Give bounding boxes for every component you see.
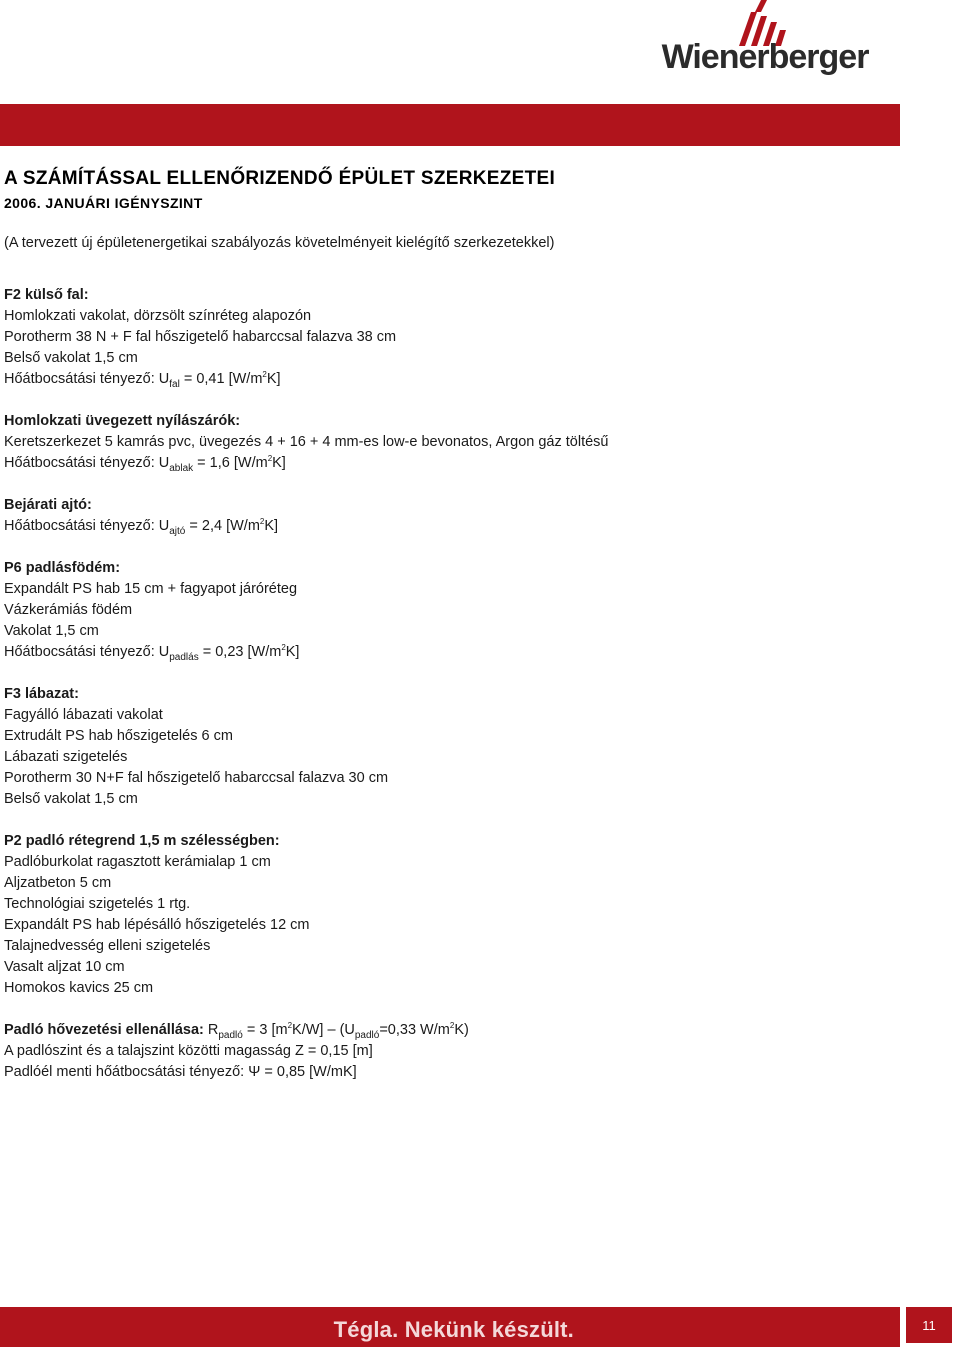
section-heading: P6 padlásfödém:: [4, 560, 121, 576]
floor-height-line: A padlószint és a talajszint közötti magasság Z = 0,15 [m]: [4, 1043, 373, 1059]
section-f3-plinth: [4, 684, 944, 810]
page-title: A SZÁMÍTÁSSAL ELLENŐRIZENDŐ ÉPÜLET SZERKEZETEI: [4, 168, 556, 189]
u-value-line: Hőátbocsátási tényező: $U_{ablak} = 1,6$ $[W/m^2K]$: [4, 454, 286, 474]
list-item: Homlokzati vakolat, dörzsölt színréteg alapozón: [4, 308, 312, 324]
list-item: Porotherm 38 N + F fal hőszigetelő habarccsal falazva 38 cm: [4, 329, 397, 345]
list-item: Vázkerámiás födém: [4, 602, 133, 618]
section-heading: P2 padló rétegrend 1,5 m szélességben:: [4, 833, 280, 849]
wienerberger-logo: [645, 0, 885, 86]
page-number: 11: [906, 1307, 952, 1343]
list-item: Expandált PS hab 15 cm + fagyapot járóréteg: [4, 581, 298, 597]
list-item: Belső vakolat 1,5 cm: [4, 791, 138, 807]
list-item: Homokos kavics 25 cm: [4, 980, 154, 996]
section-p6-attic-floor: [4, 558, 944, 663]
u-value-line: Hőátbocsátási tényező: $U_{ajtó} = 2,4$ $[W/m^2K]$: [4, 517, 279, 537]
intro-text: (A tervezett új épületenergetikai szabályozás követelményeit kielégítő szerkezetekkel): [4, 235, 555, 251]
list-item: Fagyálló lábazati vakolat: [4, 707, 163, 723]
list-item: Vakolat 1,5 cm: [4, 623, 99, 639]
footer-slogan: Tégla. Nekünk készült.: [333, 1317, 574, 1342]
header-red-band: [0, 104, 900, 146]
floor-edge-psi-line: Padlóél menti hőátbocsátási tényező: Ψ = 0,85 [W/mK]: [4, 1064, 357, 1080]
list-item: Expandált PS hab lépésálló hőszigetelés 12 cm: [4, 917, 310, 933]
list-item: Technológiai szigetelés 1 rtg.: [4, 896, 191, 912]
list-item: Porotherm 30 N+F fal hőszigetelő habarccsal falazva 30 cm: [4, 770, 389, 786]
section-entrance-door: [4, 495, 944, 537]
section-heading: Bejárati ajtó:: [4, 497, 92, 513]
section-f2-wall: [4, 285, 944, 390]
section-heading: Homlokzati üvegezett nyílászárók:: [4, 413, 241, 429]
section-floor-resistance: [4, 1020, 944, 1083]
list-item: Talajnedvesség elleni szigetelés: [4, 938, 211, 954]
footer-red-band: [0, 1307, 900, 1347]
brand-name: Wienerberger: [661, 38, 869, 76]
list-item: Extrudált PS hab hőszigetelés 6 cm: [4, 728, 233, 744]
list-item: Belső vakolat 1,5 cm: [4, 350, 138, 366]
list-item: Padlóburkolat ragasztott kerámialap 1 cm: [4, 854, 271, 870]
list-item: Vasalt aljzat 10 cm: [4, 959, 125, 975]
page-subtitle: 2006. JANUÁRI IGÉNYSZINT: [4, 195, 203, 211]
section-heading: F3 lábazat:: [4, 686, 79, 702]
list-item: Aljzatbeton 5 cm: [4, 875, 112, 891]
list-item: Keretszerkezet 5 kamrás pvc, üvegezés 4 + 16 + 4 mm-es low-e bevonatos, Argon gáz töltésű: [4, 434, 609, 450]
list-item: Lábazati szigetelés: [4, 749, 128, 765]
u-value-line: Hőátbocsátási tényező: $U_{padlás} = 0,23$ $[W/m^2K]$: [4, 643, 300, 663]
section-p2-floor-layers: [4, 831, 944, 999]
section-windows: [4, 411, 944, 474]
document-body: [4, 168, 944, 1083]
section-heading: F2 külső fal:: [4, 287, 89, 303]
floor-resistance-line: Padló hővezetési ellenállása: $R_{padló} = 3$ $[m^2K/W] - (U_{padló}=0,33$ $W/m^2K$): [4, 1021, 469, 1041]
u-value-line: Hőátbocsátási tényező: $U_{fal} = 0,41$ $[W/m^2K]$: [4, 370, 281, 390]
